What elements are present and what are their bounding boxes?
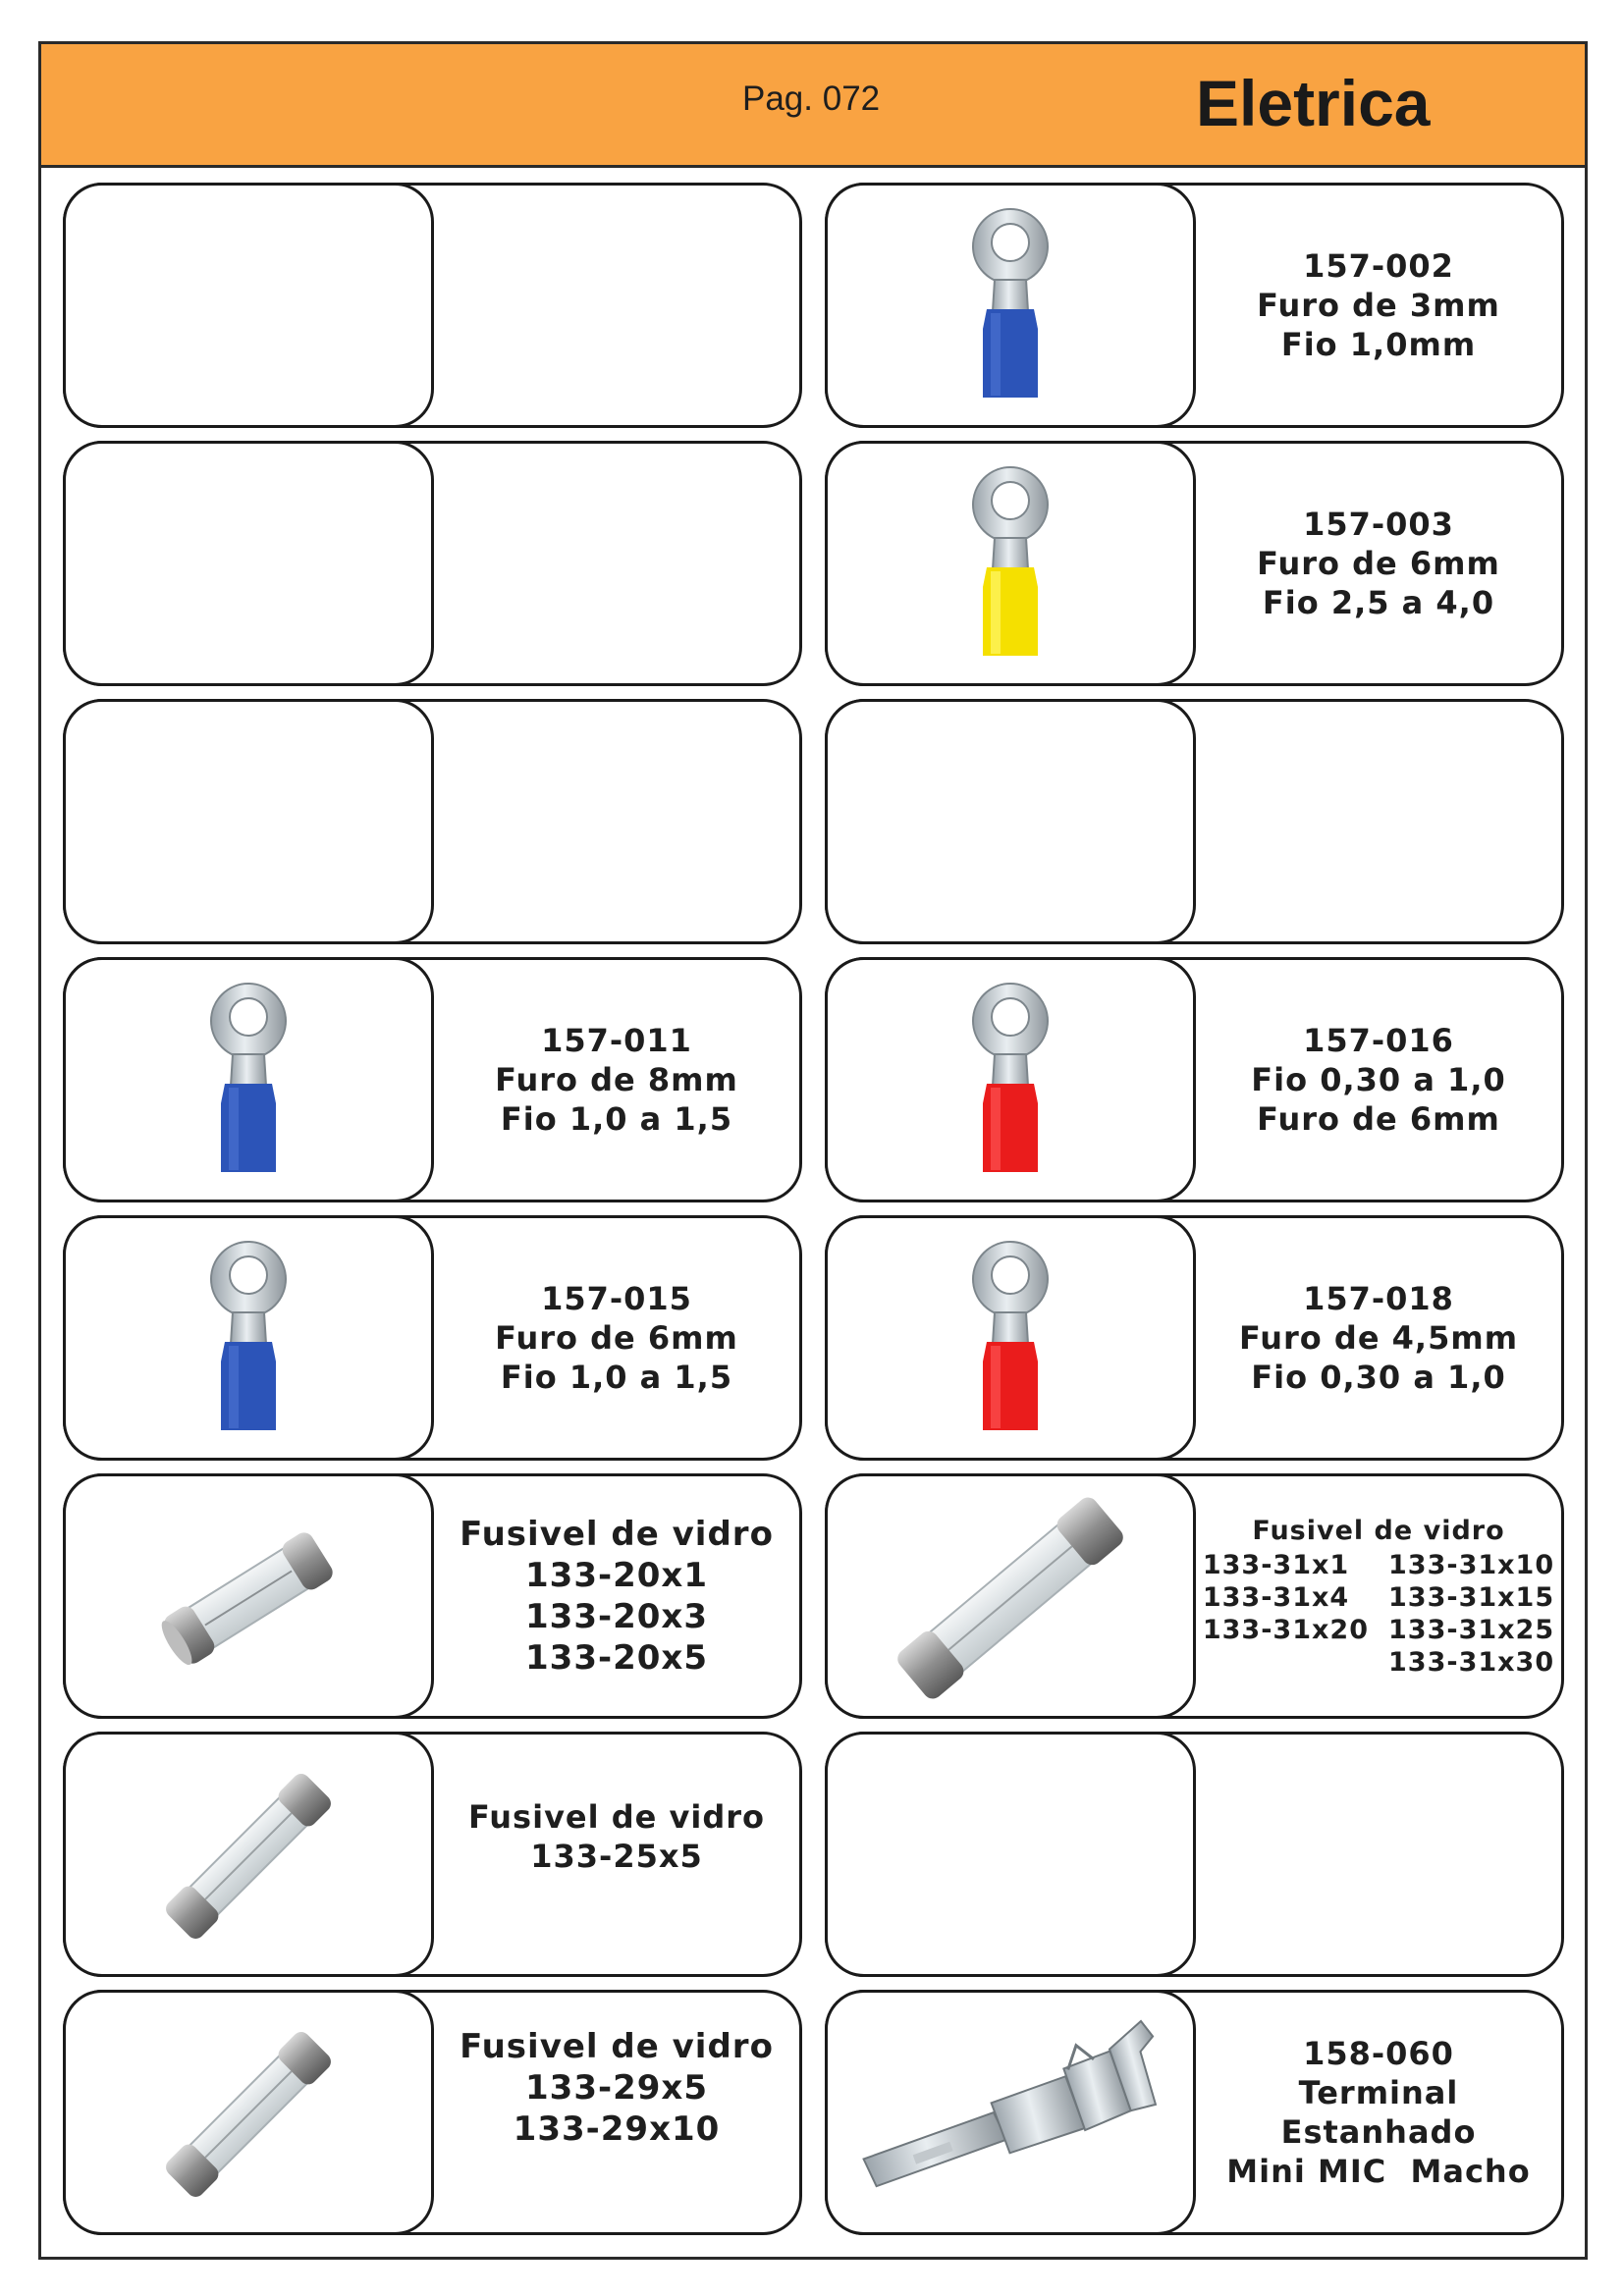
product-card-fuse-133-29	[63, 1990, 802, 2235]
product-text	[434, 960, 799, 1200]
product-code: 133-31x10	[1388, 1549, 1555, 1580]
product-spec: Furo de 6mm	[1257, 1100, 1500, 1138]
product-card-157-011	[63, 957, 802, 1202]
product-spec: Furo de 6mm	[495, 1319, 738, 1357]
product-spec: Fio 1,0mm	[1280, 326, 1477, 363]
product-text	[1196, 1476, 1561, 1716]
product-spec: Furo de 6mm	[1257, 545, 1500, 582]
empty-image-box	[825, 1732, 1196, 1977]
empty-card	[825, 1732, 1564, 1977]
product-card-fuse-133-20	[63, 1473, 802, 1719]
product-spec: Furo de 3mm	[1257, 287, 1500, 324]
product-code: 157-016	[1303, 1022, 1454, 1059]
product-code	[1203, 1646, 1369, 1679]
empty-image-box	[825, 699, 1196, 944]
header-band	[41, 44, 1585, 168]
product-spec: Fio 0,30 a 1,0	[1251, 1359, 1506, 1396]
product-image	[825, 441, 1196, 686]
glass-fuse-icon	[66, 1735, 431, 1974]
empty-card	[63, 441, 802, 686]
product-spec: Furo de 4,5mm	[1238, 1319, 1519, 1357]
empty-image-box	[63, 441, 434, 686]
product-image	[63, 1215, 434, 1461]
product-spec: Fio 0,30 a 1,0	[1251, 1061, 1506, 1098]
product-image	[825, 1473, 1196, 1719]
glass-fuse-short-icon	[66, 1476, 431, 1716]
product-card-fuse-133-25	[63, 1732, 802, 1977]
product-image	[63, 957, 434, 1202]
section-title: Eletrica	[1196, 67, 1431, 139]
product-code: 133-25x5	[530, 1838, 703, 1875]
product-code: 133-20x5	[525, 1638, 708, 1678]
product-card-158-060	[825, 1990, 1564, 2235]
product-spec: Fio 1,0 a 1,5	[500, 1359, 733, 1396]
product-code: 133-31x30	[1388, 1646, 1555, 1678]
product-name: Fusivel de vidro	[1252, 1515, 1505, 1546]
product-image	[63, 1990, 434, 2235]
page-number: Pag. 072	[742, 80, 881, 118]
product-code: 158-060	[1303, 2035, 1454, 2072]
product-code: 157-003	[1303, 506, 1454, 543]
product-code: 133-31x4	[1202, 1581, 1350, 1613]
product-image	[825, 1990, 1196, 2235]
product-code: 133-31x15	[1388, 1581, 1555, 1613]
product-code: 157-002	[1303, 247, 1454, 285]
product-text	[434, 1993, 799, 2232]
product-name: Terminal Estanhado	[1280, 2074, 1477, 2151]
product-text	[1196, 444, 1561, 683]
product-code: 133-29x5	[525, 2068, 708, 2108]
ring-terminal-blue-icon	[66, 960, 431, 1200]
product-name: Fusivel de vidro	[460, 1515, 774, 1554]
product-text	[1196, 186, 1561, 425]
empty-card	[825, 699, 1564, 944]
product-card-fuse-133-31	[825, 1473, 1564, 1719]
product-code: 133-20x3	[525, 1597, 708, 1636]
product-code: 157-018	[1303, 1280, 1454, 1317]
product-image	[825, 183, 1196, 428]
product-name: Fusivel de vidro	[460, 2027, 774, 2066]
product-name: Fusivel de vidro	[468, 1798, 765, 1836]
product-text	[1196, 960, 1561, 1200]
ring-terminal-blue-icon	[66, 1218, 431, 1458]
product-image	[63, 1732, 434, 1977]
product-card-157-015	[63, 1215, 802, 1461]
product-text	[1196, 1993, 1561, 2232]
product-code: 133-20x1	[525, 1556, 708, 1595]
product-code: 133-31x1	[1202, 1549, 1350, 1580]
product-text	[434, 1218, 799, 1458]
product-spec: Fio 1,0 a 1,5	[500, 1100, 733, 1138]
male-crimp-terminal-icon	[828, 1993, 1193, 2232]
product-code: 157-011	[541, 1022, 692, 1059]
ring-terminal-red-icon	[828, 1218, 1193, 1458]
product-spec: Furo de 8mm	[495, 1061, 738, 1098]
product-text	[434, 1476, 799, 1716]
product-spec: Fio 2,5 a 4,0	[1262, 584, 1495, 621]
product-code: 133-31x20	[1202, 1614, 1369, 1645]
product-name: Mini MIC Macho	[1226, 2153, 1531, 2190]
empty-image-box	[63, 183, 434, 428]
product-text	[1196, 1218, 1561, 1458]
product-card-157-018	[825, 1215, 1564, 1461]
glass-fuse-long-icon	[828, 1476, 1193, 1716]
glass-fuse-icon	[66, 1993, 431, 2232]
product-code: 133-31x25	[1388, 1614, 1555, 1645]
product-code-grid	[1203, 1549, 1554, 1679]
empty-card	[63, 699, 802, 944]
empty-image-box	[63, 699, 434, 944]
ring-terminal-red-icon	[828, 960, 1193, 1200]
product-card-157-016	[825, 957, 1564, 1202]
product-code: 157-015	[541, 1280, 692, 1317]
ring-terminal-yellow-icon	[828, 444, 1193, 683]
product-code: 133-29x10	[513, 2109, 721, 2149]
product-text	[434, 1735, 799, 1974]
product-image	[825, 1215, 1196, 1461]
ring-terminal-blue-icon	[828, 186, 1193, 425]
product-image	[63, 1473, 434, 1719]
product-card-157-002	[825, 183, 1564, 428]
product-card-157-003	[825, 441, 1564, 686]
empty-card	[63, 183, 802, 428]
product-image	[825, 957, 1196, 1202]
